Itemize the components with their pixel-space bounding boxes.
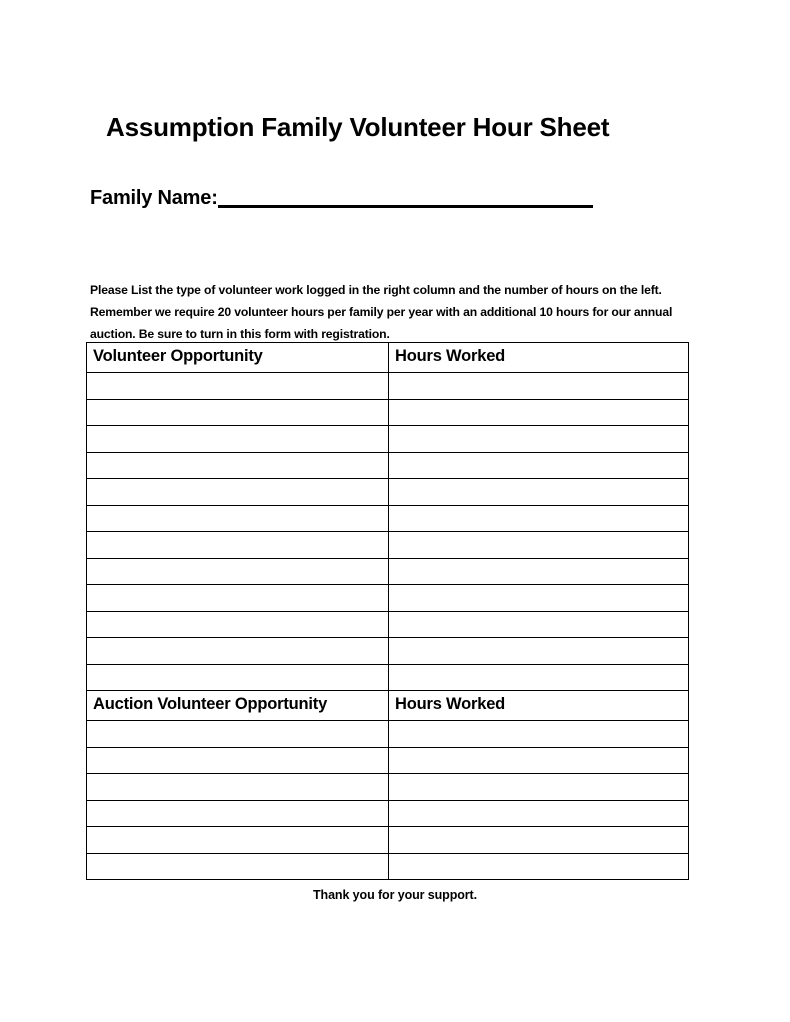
- table-row: [87, 853, 689, 880]
- instructions-paragraph: Please List the type of volunteer work logged in the right column and the number of hours on the left. Remember we require 20 volunteer hours per family per year with an additional 10 hours for our annual auction. Be sure to turn in this form with registration.: [90, 283, 673, 341]
- hours-entry-cell[interactable]: [389, 505, 689, 532]
- table-row: [87, 532, 689, 559]
- footer-note: Thank you for your support.: [313, 888, 477, 902]
- family-name-blank-line[interactable]: [218, 205, 593, 208]
- opportunity-entry-cell[interactable]: [87, 747, 389, 774]
- hours-entry-cell[interactable]: [389, 774, 689, 801]
- auction-hours-table-header-cell: Auction Volunteer Opportunity: [87, 691, 389, 721]
- family-name-field[interactable]: [90, 188, 650, 210]
- opportunity-entry-cell[interactable]: [87, 426, 389, 453]
- opportunity-entry-cell[interactable]: [87, 721, 389, 748]
- hours-entry-cell[interactable]: [389, 853, 689, 880]
- hours-entry-cell[interactable]: [389, 426, 689, 453]
- table-row: [87, 426, 689, 453]
- hours-entry-cell[interactable]: [389, 399, 689, 426]
- table-row: [87, 558, 689, 585]
- opportunity-entry-cell[interactable]: [87, 774, 389, 801]
- opportunity-entry-cell[interactable]: [87, 452, 389, 479]
- page-title: Assumption Family Volunteer Hour Sheet: [106, 112, 610, 143]
- opportunity-entry-cell[interactable]: [87, 827, 389, 854]
- table-row: [87, 664, 689, 691]
- family-name-label: Family Name:: [90, 187, 218, 209]
- hours-entry-cell[interactable]: [389, 611, 689, 638]
- opportunity-entry-cell[interactable]: [87, 532, 389, 559]
- table-row: [87, 800, 689, 827]
- opportunity-entry-cell[interactable]: [87, 505, 389, 532]
- hours-entry-cell[interactable]: [389, 452, 689, 479]
- table-row: [87, 373, 689, 400]
- opportunity-entry-cell[interactable]: [87, 611, 389, 638]
- table-row: [87, 611, 689, 638]
- table-row: [87, 638, 689, 665]
- opportunity-entry-cell[interactable]: [87, 853, 389, 880]
- table-row: [87, 774, 689, 801]
- hours-entry-cell[interactable]: [389, 532, 689, 559]
- table-row: [87, 399, 689, 426]
- table-row: [87, 585, 689, 612]
- hours-entry-cell[interactable]: [389, 800, 689, 827]
- opportunity-entry-cell[interactable]: [87, 800, 389, 827]
- opportunity-entry-cell[interactable]: [87, 638, 389, 665]
- opportunity-entry-cell[interactable]: [87, 373, 389, 400]
- hours-entry-cell[interactable]: [389, 558, 689, 585]
- opportunity-entry-cell[interactable]: [87, 585, 389, 612]
- hours-entry-cell[interactable]: [389, 479, 689, 506]
- volunteer-hours-table-header-cell: Hours Worked: [389, 343, 689, 373]
- opportunity-entry-cell[interactable]: [87, 399, 389, 426]
- table-row: [87, 721, 689, 748]
- table-row: [87, 747, 689, 774]
- volunteer-hour-tables: [86, 342, 689, 880]
- hours-entry-cell[interactable]: [389, 747, 689, 774]
- auction-hours-table-header-row: [87, 691, 689, 721]
- volunteer-hours-table-header-row: [87, 343, 689, 373]
- hours-entry-cell[interactable]: [389, 664, 689, 691]
- opportunity-entry-cell[interactable]: [87, 479, 389, 506]
- auction-hours-table-header-cell: Hours Worked: [389, 691, 689, 721]
- table-row: [87, 479, 689, 506]
- table-row: [87, 505, 689, 532]
- hours-entry-cell[interactable]: [389, 827, 689, 854]
- table-row: [87, 827, 689, 854]
- hours-entry-cell[interactable]: [389, 585, 689, 612]
- opportunity-entry-cell[interactable]: [87, 664, 389, 691]
- hours-entry-cell[interactable]: [389, 373, 689, 400]
- opportunity-entry-cell[interactable]: [87, 558, 389, 585]
- volunteer-hours-table-header-cell: Volunteer Opportunity: [87, 343, 389, 373]
- hours-entry-cell[interactable]: [389, 638, 689, 665]
- table-row: [87, 452, 689, 479]
- hours-entry-cell[interactable]: [389, 721, 689, 748]
